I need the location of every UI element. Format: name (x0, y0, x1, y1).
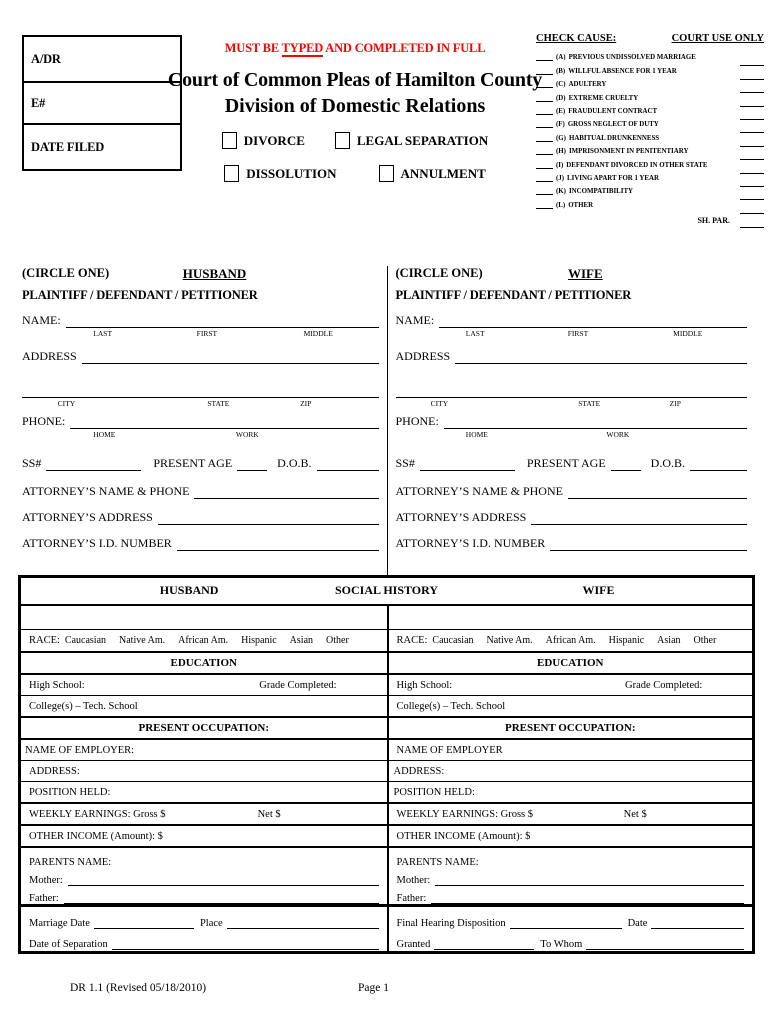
dob-label: D.O.B. (650, 456, 685, 470)
court-use-line[interactable] (740, 209, 764, 214)
wife-column (387, 266, 756, 575)
attorney-name-label: ATTORNEY’S NAME & PHONE (395, 484, 563, 498)
form-number: DR 1.1 (Revised 05/18/2010) (70, 982, 207, 994)
to-whom-line[interactable] (586, 939, 744, 950)
social-history-header (21, 578, 752, 606)
cause-item-g (536, 128, 764, 141)
cause-code: (F) (556, 121, 565, 129)
high-school-label: High School: (29, 679, 85, 691)
cause-label: LIVING APART FOR 1 YEAR (567, 174, 659, 182)
sub-work: WORK (606, 430, 630, 439)
sub-middle: MIDDLE (303, 329, 333, 338)
name-label: NAME: (395, 313, 435, 327)
husband-ss-line[interactable] (46, 460, 141, 471)
cause-item-j (536, 169, 764, 182)
court-use-line[interactable] (740, 142, 764, 147)
court-use-line[interactable] (740, 128, 764, 133)
granted-label: Granted (396, 939, 431, 950)
grade-completed-label: Grade Completed: (259, 679, 337, 691)
wife-heading[interactable]: WIFE (567, 266, 603, 281)
wife-attorney-address-line[interactable] (531, 514, 747, 525)
race-option-hispanic[interactable]: Hispanic (241, 635, 277, 646)
cause-blank-j[interactable] (536, 173, 553, 182)
cause-blank-i[interactable] (536, 160, 553, 169)
other-income-row (21, 826, 752, 848)
marriage-place-line[interactable] (227, 918, 379, 929)
sub-work: WORK (235, 430, 259, 439)
husband-name-line[interactable] (66, 317, 379, 328)
employer-label: NAME OF EMPLOYER (396, 744, 503, 756)
husband-heading[interactable]: HUSBAND (182, 266, 247, 281)
husband-other-income-cell[interactable] (21, 826, 387, 846)
cause-item-a (536, 48, 764, 61)
phone-label: PHONE: (395, 414, 439, 428)
separation-date-line[interactable] (112, 939, 379, 950)
ss-label: SS# (395, 456, 415, 470)
race-option-other[interactable]: Other (326, 635, 349, 646)
wife-spacer-cell (387, 606, 753, 629)
cause-blank-e[interactable] (536, 106, 553, 115)
father-label: Father: (396, 893, 427, 904)
sub-last: LAST (93, 329, 113, 338)
college-row (21, 696, 752, 718)
cause-blank-b[interactable] (536, 66, 553, 75)
husband-weekly-earnings-cell[interactable] (21, 804, 387, 824)
race-row (21, 630, 752, 653)
race-option-native-am[interactable]: Native Am. (486, 635, 533, 646)
court-use-line[interactable] (740, 88, 764, 93)
college-label: College(s) – Tech. School (29, 700, 138, 712)
cause-blank-f[interactable] (536, 119, 553, 128)
wife-name-line[interactable] (439, 317, 747, 328)
cause-item-f (536, 115, 764, 128)
instruction-post: AND COMPLETED IN FULL (323, 41, 486, 55)
cause-blank-d[interactable] (536, 93, 553, 102)
cause-label: HABITUAL DRUNKENNESS (568, 134, 660, 142)
address-label: ADDRESS: (29, 765, 80, 777)
wife-high-school-cell[interactable] (387, 675, 753, 695)
mother-label: Mother: (29, 875, 63, 886)
marriage-date-label: Marriage Date (29, 918, 90, 929)
cause-label: INCOMPATIBILITY (568, 188, 634, 196)
weekly-earnings-label: WEEKLY EARNINGS: Gross $ (29, 808, 166, 820)
legal-separation-label: LEGAL SEPARATION (356, 132, 489, 148)
husband-attorney-id-line[interactable] (177, 540, 379, 551)
husband-table-heading: HUSBAND (159, 583, 219, 597)
cause-label: DEFENDANT DIVORCED IN OTHER STATE (566, 161, 708, 169)
wife-phone-line[interactable] (444, 418, 747, 429)
husband-attorney-address-line[interactable] (158, 514, 379, 525)
to-whom-label: To Whom (540, 939, 583, 950)
cause-label: EXTREME CRUELTY (568, 94, 639, 102)
race-option-hispanic[interactable]: Hispanic (608, 635, 645, 646)
final-hearing-cell (387, 907, 753, 951)
legal-separation-checkbox[interactable] (335, 132, 350, 149)
sub-state: STATE (207, 399, 230, 408)
other-income-label: OTHER INCOME (Amount): $ (396, 830, 531, 842)
marriage-info-cell (21, 907, 387, 951)
sub-last: LAST (465, 329, 485, 338)
sub-zip: ZIP (300, 399, 312, 408)
marriage-date-line[interactable] (94, 918, 194, 929)
race-option-native-am[interactable]: Native Am. (119, 635, 166, 646)
husband-column (18, 266, 387, 575)
wife-education-heading: EDUCATION (387, 653, 753, 673)
cause-item-l (536, 195, 764, 208)
annulment-option (379, 165, 486, 182)
cause-item-h (536, 142, 764, 155)
spacer-row (21, 606, 752, 630)
parents-row (21, 848, 752, 907)
granted-line[interactable] (434, 939, 534, 950)
cause-item-k (536, 182, 764, 195)
wife-race-cell (387, 630, 753, 651)
wife-parents-cell (387, 848, 753, 904)
annulment-checkbox[interactable] (379, 165, 394, 182)
divorce-checkbox[interactable] (222, 132, 237, 149)
cause-code: (A) (556, 54, 566, 62)
employer-row (21, 740, 752, 761)
sh-par-label: SH. PAR. (697, 215, 730, 225)
cause-code: (E) (556, 107, 566, 115)
court-title: Court of Common Pleas of Hamilton County (167, 69, 543, 91)
high-school-row (21, 675, 752, 696)
husband-dob-line[interactable] (317, 460, 379, 471)
wife-position-cell[interactable] (387, 782, 753, 802)
parents-label: PARENTS NAME: (396, 857, 479, 868)
cause-label: PREVIOUS UNDISSOLVED MARRIAGE (568, 54, 696, 62)
cause-code: (I) (556, 161, 564, 169)
husband-college-cell[interactable] (21, 696, 387, 716)
check-cause-title: CHECK CAUSE: (536, 33, 617, 44)
instruction-underlined: TYPED (281, 41, 324, 55)
high-school-label: High School: (396, 679, 453, 691)
cause-blank-l[interactable] (536, 200, 553, 209)
check-cause-section (536, 33, 764, 225)
sub-home: HOME (93, 430, 116, 439)
employer-label: NAME OF EMPLOYER: (25, 744, 135, 756)
weekly-earnings-row (21, 804, 752, 826)
occupation-header-row (21, 718, 752, 740)
sub-middle: MIDDLE (673, 329, 703, 338)
wife-weekly-earnings-cell[interactable] (387, 804, 753, 824)
cause-blank-c[interactable] (536, 79, 553, 88)
court-use-line[interactable] (740, 182, 764, 187)
parents-label: PARENTS NAME: (29, 857, 112, 868)
cause-blank-k[interactable] (536, 186, 553, 195)
court-use-line[interactable] (740, 195, 764, 200)
cause-label: FRAUDULENT CONTRACT (568, 107, 658, 115)
wife-father-line[interactable] (431, 893, 744, 904)
cause-label: GROSS NEGLECT OF DUTY (567, 121, 659, 129)
wife-address-line[interactable] (455, 353, 747, 364)
page-number: Page 1 (358, 982, 389, 994)
race-option-caucasian[interactable]: Caucasian (432, 635, 474, 646)
husband-high-school-cell[interactable] (21, 675, 387, 695)
husband-education-heading: EDUCATION (170, 657, 237, 669)
cause-blank-g[interactable] (536, 133, 553, 142)
husband-attorney-name-line[interactable] (194, 488, 378, 499)
sub-first: FIRST (567, 329, 589, 338)
position-label: POSITION HELD: (29, 786, 111, 798)
court-use-line[interactable] (740, 61, 764, 66)
husband-city-state-zip-line[interactable] (22, 387, 379, 398)
cause-code: (D) (556, 94, 566, 102)
name-label: NAME: (22, 313, 61, 327)
husband-age-line[interactable] (237, 460, 267, 471)
wife-table-heading: WIFE (582, 583, 615, 597)
sub-first: FIRST (196, 329, 218, 338)
cause-item-b (536, 61, 764, 74)
final-hearing-line[interactable] (510, 918, 622, 929)
husband-mother-line[interactable] (68, 875, 379, 886)
final-hearing-label: Final Hearing Disposition (396, 918, 506, 929)
other-income-label: OTHER INCOME (Amount): $ (29, 830, 163, 842)
dissolution-checkbox[interactable] (224, 165, 239, 182)
husband-phone-line[interactable] (70, 418, 378, 429)
wife-dob-line[interactable] (690, 460, 747, 471)
weekly-earnings-label: WEEKLY EARNINGS: Gross $ (396, 808, 534, 820)
hearing-date-line[interactable] (651, 918, 744, 929)
father-label: Father: (29, 893, 59, 904)
sub-state: STATE (578, 399, 601, 408)
division-title: Division of Domestic Relations (224, 95, 486, 117)
husband-position-cell[interactable] (21, 782, 387, 802)
husband-address-cell[interactable] (21, 761, 387, 781)
wife-occupation-heading[interactable]: PRESENT OCCUPATION: (387, 718, 753, 738)
form-header (150, 41, 560, 182)
cause-label: WILLFUL ABSENCE FOR 1 YEAR (568, 67, 677, 75)
dissolution-option (224, 165, 336, 182)
attorney-id-label: ATTORNEY’S I.D. NUMBER (22, 536, 172, 550)
wife-mother-line[interactable] (435, 875, 744, 886)
sub-city: CITY (430, 399, 449, 408)
wife-address-cell[interactable] (387, 761, 753, 781)
wife-ss-line[interactable] (420, 460, 515, 471)
present-age-label: PRESENT AGE (526, 456, 606, 470)
husband-spacer-cell (21, 606, 387, 629)
position-row (21, 782, 752, 804)
net-label: Net $ (257, 808, 281, 820)
race-option-other[interactable]: Other (693, 635, 717, 646)
court-use-line[interactable] (740, 155, 764, 160)
cause-code: (L) (556, 201, 566, 209)
race-option-asian[interactable]: Asian (289, 635, 314, 646)
race-option-caucasian[interactable]: Caucasian (64, 635, 107, 646)
court-use-only-title: COURT USE ONLY (671, 33, 764, 44)
husband-employer-cell[interactable] (21, 740, 387, 760)
husband-race-cell (21, 630, 387, 651)
dob-label: D.O.B. (277, 456, 312, 470)
social-history-table (18, 575, 755, 954)
attorney-name-label: ATTORNEY’S NAME & PHONE (22, 484, 190, 498)
sh-par-line[interactable] (740, 223, 764, 228)
wife-other-income-cell[interactable] (387, 826, 753, 846)
husband-address-line[interactable] (82, 353, 379, 364)
cause-item-e (536, 102, 764, 115)
husband-roles-circle-one[interactable]: PLAINTIFF / DEFENDANT / PETITIONER (22, 288, 258, 302)
parties-section (18, 266, 755, 575)
cause-label: ADULTERY (568, 81, 607, 89)
cause-code: (J) (556, 174, 565, 182)
wife-employer-cell[interactable] (387, 740, 753, 760)
court-use-line[interactable] (740, 102, 764, 107)
present-age-label: PRESENT AGE (153, 456, 233, 470)
race-option-asian[interactable]: Asian (657, 635, 681, 646)
circle-one-label: (CIRCLE ONE) (22, 266, 110, 280)
date-filed-label: DATE FILED (31, 139, 105, 154)
marriage-disposition-row (21, 907, 752, 951)
address-row (21, 761, 752, 782)
address-label: ADDRESS: (393, 765, 445, 777)
cause-code: (H) (556, 148, 566, 156)
cause-blank-a[interactable] (536, 52, 553, 61)
place-label: Place (199, 918, 223, 929)
cause-label: OTHER (568, 201, 594, 209)
race-label: RACE: (396, 635, 428, 646)
mother-label: Mother: (396, 875, 431, 886)
court-use-line[interactable] (740, 115, 764, 120)
college-label: College(s) – Tech. School (396, 700, 506, 712)
annulment-label: ANNULMENT (400, 165, 486, 181)
husband-father-line[interactable] (64, 893, 379, 904)
circle-one-label: (CIRCLE ONE) (395, 266, 483, 280)
cause-code: (K) (556, 188, 566, 196)
cause-list (536, 48, 764, 209)
cause-code: (G) (556, 134, 566, 142)
race-label: RACE: (29, 635, 60, 646)
cause-code: (C) (556, 81, 566, 89)
sub-home: HOME (465, 430, 488, 439)
adr-label: A/DR (31, 51, 61, 66)
attorney-address-label: ATTORNEY’S ADDRESS (395, 510, 527, 524)
cause-label: IMPRISONMENT IN PENITENTIARY (568, 148, 689, 156)
instruction-pre: MUST BE (224, 41, 282, 55)
sh-par-row (536, 216, 764, 225)
sub-zip: ZIP (669, 399, 681, 408)
cause-item-d (536, 88, 764, 101)
cause-item-i (536, 155, 764, 168)
wife-roles-circle-one[interactable]: PLAINTIFF / DEFENDANT / PETITIONER (395, 288, 632, 302)
court-use-line[interactable] (740, 169, 764, 174)
sub-city: CITY (57, 399, 76, 408)
wife-attorney-id-line[interactable] (550, 540, 747, 551)
phone-label: PHONE: (22, 414, 66, 428)
attorney-address-label: ATTORNEY’S ADDRESS (22, 510, 153, 524)
ss-label: SS# (22, 456, 42, 470)
address-label: ADDRESS (22, 349, 77, 363)
race-option-african-am[interactable]: African Am. (178, 635, 229, 646)
position-label: POSITION HELD: (393, 786, 475, 798)
cause-item-c (536, 75, 764, 88)
wife-attorney-name-line[interactable] (568, 488, 747, 499)
dissolution-label: DISSOLUTION (246, 165, 337, 181)
wife-age-line[interactable] (611, 460, 641, 471)
typed-instruction (150, 41, 560, 56)
race-option-african-am[interactable]: African Am. (545, 635, 596, 646)
cause-code: (B) (556, 67, 566, 75)
wife-college-cell[interactable] (387, 696, 753, 716)
separation-label: Date of Separation (29, 939, 108, 950)
husband-parents-cell (21, 848, 387, 904)
cause-blank-h[interactable] (536, 146, 553, 155)
attorney-id-label: ATTORNEY’S I.D. NUMBER (395, 536, 546, 550)
divorce-label: DIVORCE (243, 132, 305, 148)
wife-city-state-zip-line[interactable] (396, 387, 748, 398)
address-label: ADDRESS (395, 349, 451, 363)
grade-completed-label: Grade Completed: (625, 679, 703, 691)
social-history-title: SOCIAL HISTORY (334, 583, 439, 597)
e-number-label: E# (31, 95, 46, 110)
court-use-line[interactable] (740, 75, 764, 80)
date-label: Date (627, 918, 648, 929)
divorce-option (222, 132, 305, 149)
education-header-row (21, 653, 752, 675)
husband-occupation-heading[interactable]: PRESENT OCCUPATION: (138, 722, 269, 734)
net-label: Net $ (623, 808, 647, 820)
legal-separation-option (335, 132, 488, 149)
